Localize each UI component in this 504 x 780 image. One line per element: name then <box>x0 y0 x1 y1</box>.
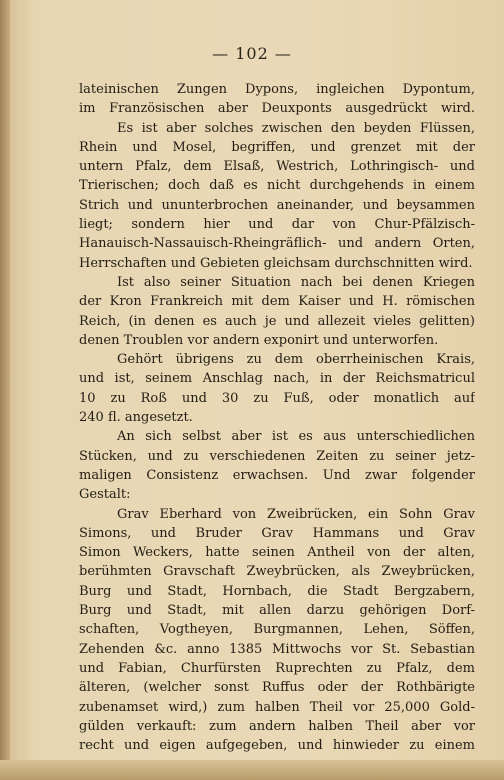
text-line: Herrschaften und Gebieten gleichsam durchschnitten wird. <box>79 255 473 271</box>
text-line: denen Troublen vor andern exponirt und unterworfen. <box>79 332 439 348</box>
text-line: und ist, seinem Anschlag nach, in der Reichsmatricul <box>79 371 475 387</box>
text-line: Gestalt: <box>79 487 131 503</box>
text-line: maligen Consistenz erwachsen. Und zwar folgender <box>79 467 475 483</box>
text-line: Stücken, und zu verschiedenen Zeiten zu seiner jetz- <box>79 448 475 464</box>
text-line: Simons, und Bruder Grav Hammans und Grav <box>79 525 475 541</box>
text-line: der Kron Frankreich mit dem Kaiser und H. römischen <box>79 294 475 310</box>
text-line: älteren, (welcher sonst Ruffus oder der Rothbärigte <box>79 680 475 696</box>
text-line: Ist also seiner Situation nach bei denen Kriegen <box>117 274 475 290</box>
text-line: zubenamset wird,) zum halben Theil vor 25,000 Gold- <box>79 699 475 715</box>
text-line: und Fabian, Churfürsten Ruprechten zu Pfalz, dem <box>79 660 475 676</box>
text-line: 10 zu Roß und 30 zu Fuß, oder monatlich auf <box>79 390 475 406</box>
page-binding-edge <box>0 0 10 780</box>
text-line: Reich, (in denen es auch je und allezeit vieles gelitten) <box>79 313 475 329</box>
text-line: Simon Weckers, hatte seinen Antheil von der alten, <box>79 545 475 561</box>
text-line: recht und eigen aufgegeben, und hinwieder zu einem <box>79 738 475 754</box>
text-line: im Französischen aber Deuxponts ausgedrückt wird. <box>79 101 475 117</box>
text-line: lateinischen Zungen Dypons, ingleichen Dypontum, <box>79 82 475 97</box>
text-line: Burg und Stadt, mit allen darzu gehörigen Dorf- <box>79 603 475 619</box>
page-number: — 102 — <box>212 44 292 63</box>
text-line: Strich und ununterbrochen aneinander, und beysammen <box>79 197 475 213</box>
text-line: Hanauisch-Nassauisch-Rheingräflich- und andern Orten, <box>79 236 475 252</box>
text-line: Rhein und Mosel, begriffen, und grenzet mit der <box>79 139 475 155</box>
text-line: Grav Eberhard von Zweibrücken, ein Sohn Grav <box>117 506 475 522</box>
text-line: schaften, Vogtheyen, Burgmannen, Lehen, Söffen, <box>79 622 475 638</box>
text-line: Burg und Stadt, Hornbach, die Stadt Bergzabern, <box>79 583 475 599</box>
text-line: Trierischen; doch daß es nicht durchgehends in einem <box>79 178 475 194</box>
page-bottom-edge <box>0 760 504 780</box>
text-line: Gehört übrigens zu dem oberrheinischen Krais, <box>117 352 475 368</box>
text-line: gülden verkauft: zum andern halben Theil aber vor <box>79 718 475 734</box>
text-line: untern Pfalz, dem Elsaß, Westrich, Lothringisch- und <box>79 159 475 175</box>
text-line: liegt; sondern hier und dar von Chur-Pfälzisch- <box>79 217 475 233</box>
text-line: 240 fl. angesetzt. <box>79 410 193 426</box>
text-line: An sich selbst aber ist es aus unterschiedlichen <box>117 429 475 445</box>
text-line: Zehenden &c. anno 1385 Mittwochs vor St. Sebastian <box>79 641 475 657</box>
text-line: berühmten Gravschaft Zweybrücken, als Zweybrücken, <box>79 564 475 580</box>
body-text <box>79 80 475 755</box>
text-line: Es ist aber solches zwischen den beyden Flüssen, <box>117 120 475 136</box>
